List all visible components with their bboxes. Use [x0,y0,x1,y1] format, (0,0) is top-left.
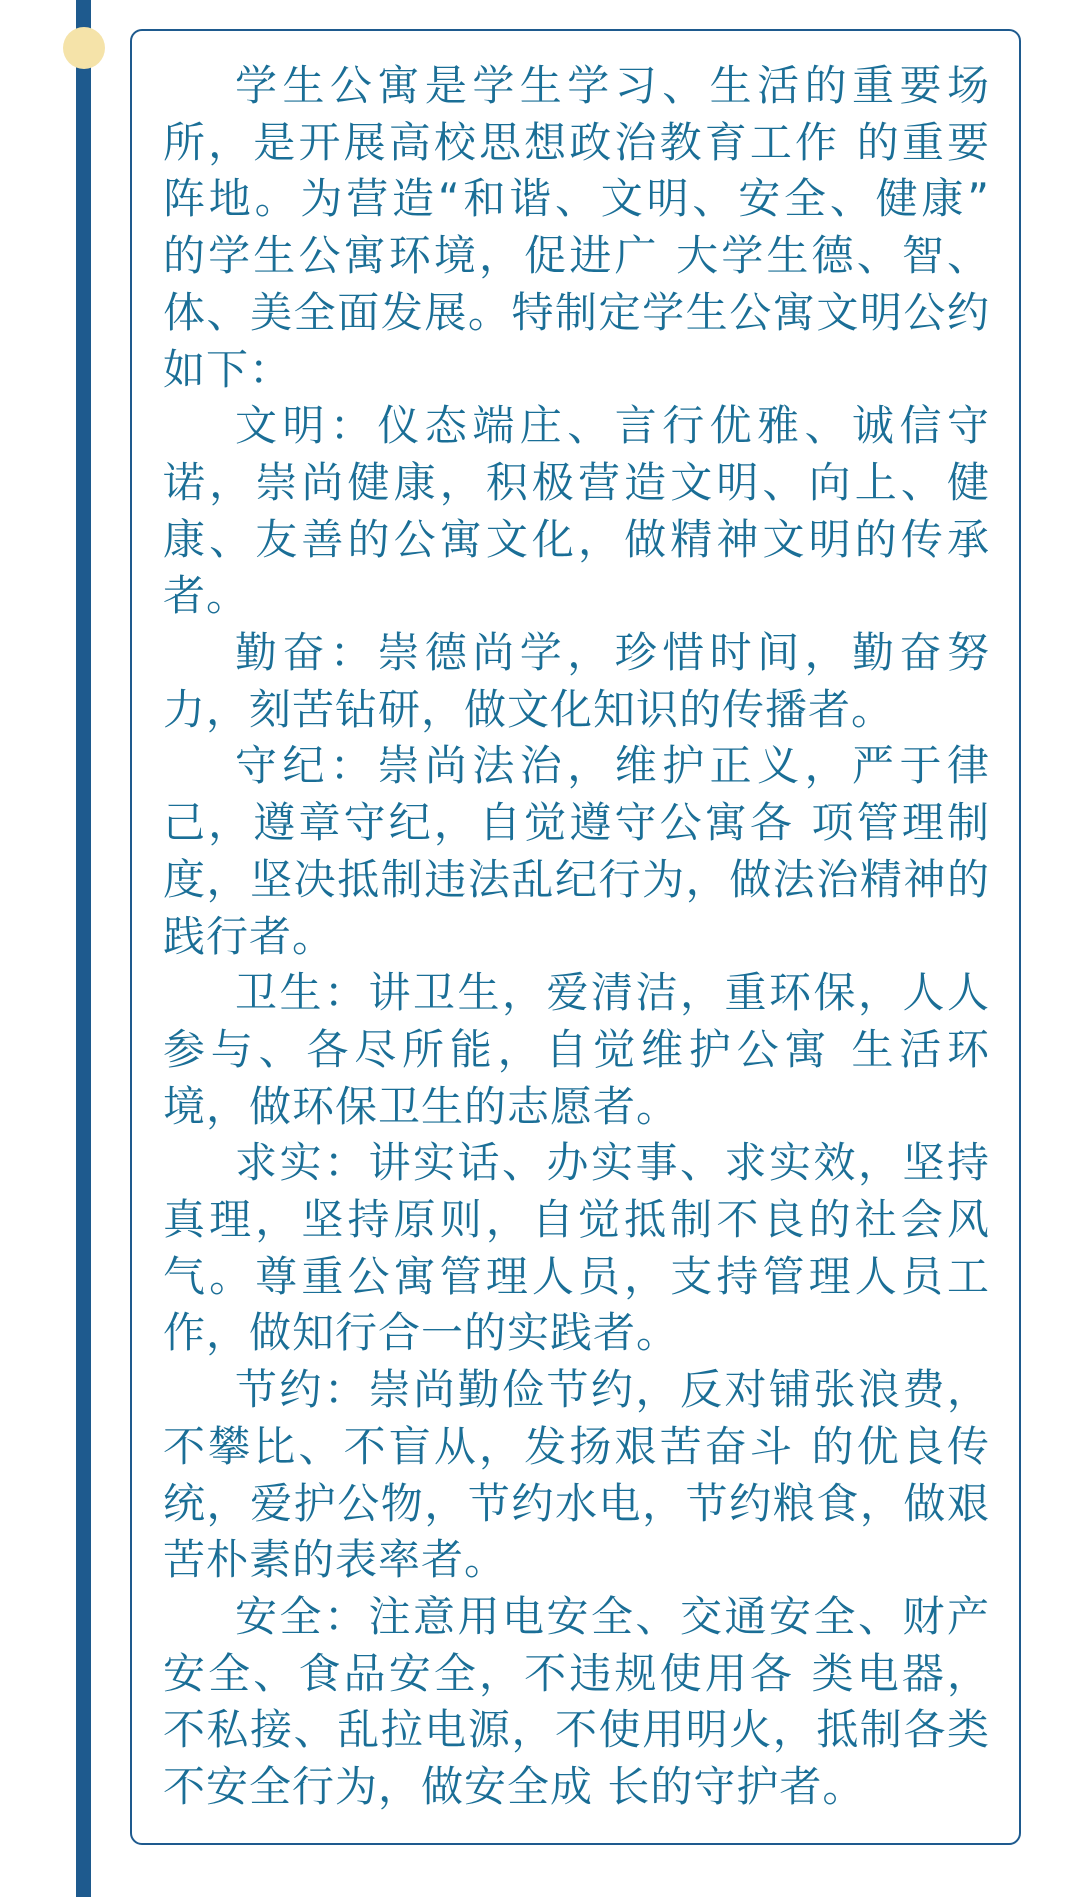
text-line: 己，遵章守纪，自觉遵守公寓各 项管理制 [163,798,990,848]
decorative-side-bar [76,0,91,1897]
text-line: 的学生公寓环境，促进广 大学生德、智、 [163,231,990,281]
text-line: 践行者。 [163,911,336,961]
text-line: 统，爱护公物，节约水电，节约粮食，做艰 [163,1478,990,1528]
text-line: 勤奋：崇德尚学，珍惜时间，勤奋努 [235,628,990,678]
text-card [130,29,1021,1845]
text-line: 不私接、乱拉电源，不使用明火，抵制各类 [163,1705,990,1755]
text-line: 体、美全面发展。特制定学生公寓文明公约 [163,287,990,337]
text-line: 学生公寓是学生学习、生活的重要场 [235,61,990,110]
text-line: 所，是开展高校思想政治教育工作 的重要 [163,117,990,167]
text-line: 苦朴素的表率者。 [163,1535,508,1585]
text-line: 度，坚决抵制违法乱纪行为，做法治精神的 [163,854,990,904]
text-line: 如下： [163,344,293,394]
paragraph-truthfulness [163,1135,990,1362]
text-line: 气。尊重公寓管理人员，支持管理人员工 [163,1251,990,1301]
text-line: 不安全行为，做安全成 长的守护者。 [163,1762,866,1812]
text-line: 作，做知行合一的实践者。 [163,1308,680,1358]
text-line: 不攀比、不盲从，发扬艰苦奋斗 的优良传 [163,1421,990,1471]
paragraph-safety [163,1589,990,1816]
decorative-dot [63,27,105,69]
text-line: 诺，崇尚健康，积极营造文明、向上、健 [163,457,990,507]
text-line: 境，做环保卫生的志愿者。 [163,1081,680,1131]
text-line: 求实：讲实话、办实事、求实效，坚持 [235,1138,990,1188]
text-line: 卫生：讲卫生，爱清洁，重环保，人人 [235,968,990,1018]
text-line: 安全、食品安全，不违规使用各 类电器， [163,1648,990,1698]
text-line: 节约：崇尚勤俭节约，反对铺张浪费， [235,1365,990,1415]
paragraph-hygiene [163,965,990,1135]
paragraph-civility [163,398,990,625]
text-line: 力，刻苦钻研，做文化知识的传播者。 [163,684,895,734]
card-content [163,58,990,1816]
paragraph-intro [163,58,990,398]
paragraph-frugality [163,1362,990,1589]
text-line: 安全：注意用电安全、交通安全、财产 [235,1591,990,1641]
text-line: 参与、各尽所能，自觉维护公寓 生活环 [163,1024,990,1074]
text-line: 文明：仪态端庄、言行优雅、诚信守 [235,401,990,451]
text-line: 阵地。为营造“和谐、文明、安全、健康” [163,174,990,224]
text-line: 者。 [163,571,250,621]
text-line: 真理，坚持原则，自觉抵制不良的社会风 [163,1195,990,1245]
text-line: 康、友善的公寓文化，做精神文明的传承 [163,514,990,564]
paragraph-discipline [163,738,990,965]
paragraph-diligence [163,625,990,738]
text-line: 守纪：崇尚法治，维护正义，严于律 [235,741,990,791]
